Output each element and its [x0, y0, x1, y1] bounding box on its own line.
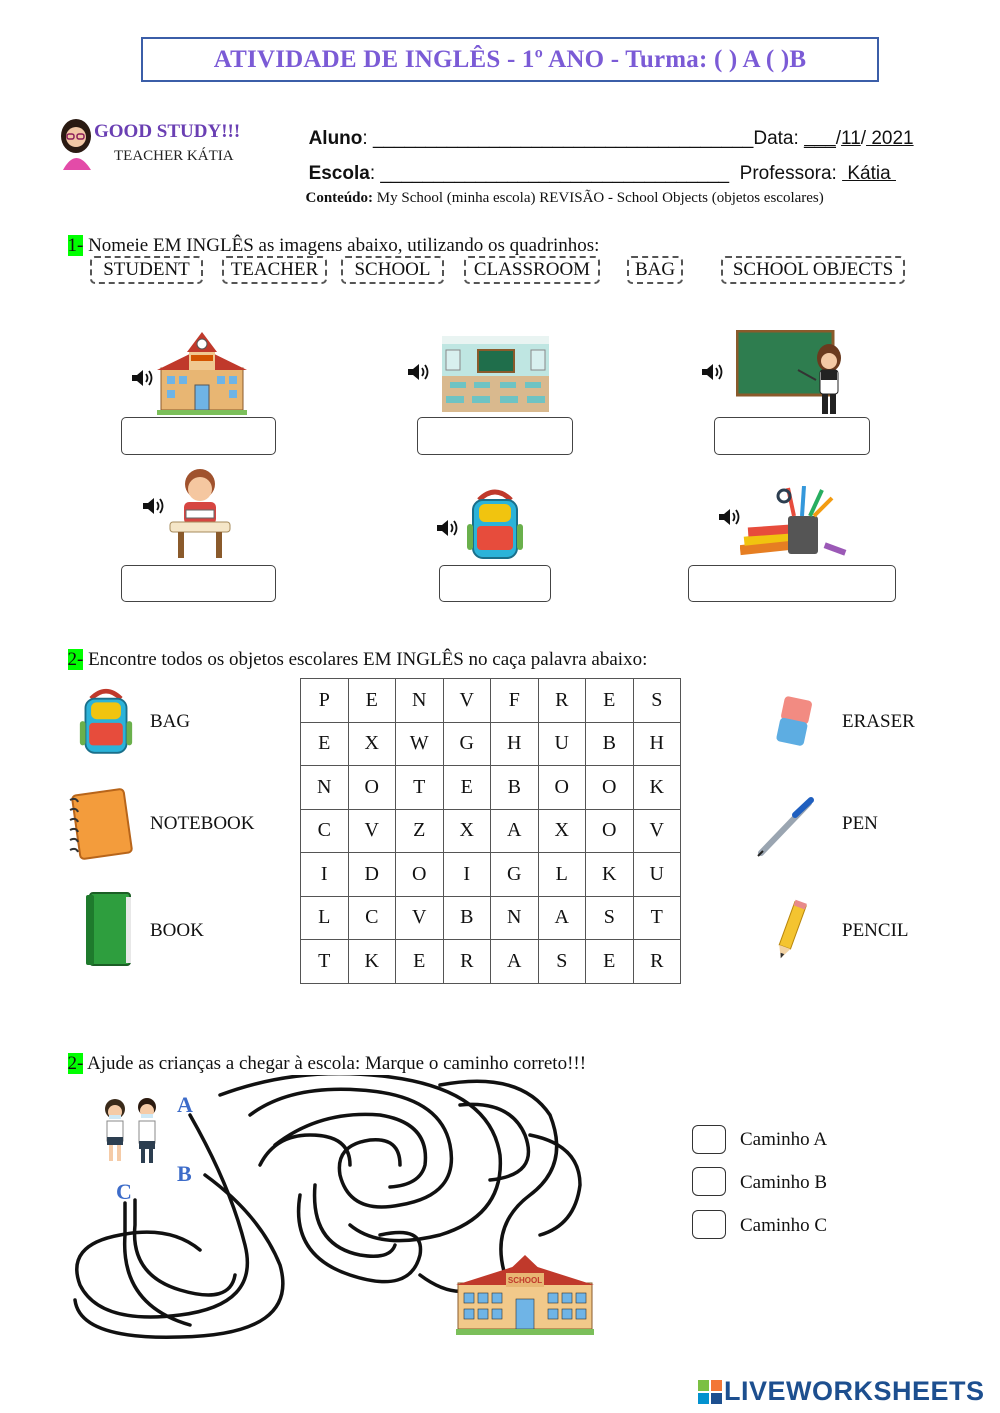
grid-cell[interactable]: E	[396, 940, 444, 984]
liveworksheets-logo-icon	[698, 1380, 722, 1404]
option-caminho-c: Caminho C	[740, 1215, 828, 1236]
grid-cell[interactable]: C	[301, 809, 349, 853]
grid-cell[interactable]: R	[443, 940, 491, 984]
question-2-number: 2-	[67, 649, 84, 670]
question-3	[58, 1031, 586, 1075]
grid-row	[301, 853, 681, 897]
grid-cell[interactable]: E	[348, 679, 396, 723]
grid-cell[interactable]: X	[348, 722, 396, 766]
backpack-icon	[465, 488, 525, 562]
path-label-a: A	[177, 1092, 193, 1117]
grid-cell[interactable]: E	[586, 679, 634, 723]
grid-cell[interactable]: W	[396, 722, 444, 766]
worksheet-title-text: ATIVIDADE DE INGLÊS - 1º ANO - Turma: ( ) A ( )B	[213, 45, 807, 73]
grid-cell[interactable]: T	[633, 896, 681, 940]
grid-cell[interactable]: V	[443, 679, 491, 723]
option-caminho-a: Caminho A	[740, 1129, 828, 1150]
question-1-number: 1-	[67, 235, 84, 256]
grid-cell[interactable]: V	[348, 809, 396, 853]
question-2-text: Encontre todos os objetos escolares EM INGLÊS no caça palavra abaixo:	[83, 649, 648, 670]
word-classroom[interactable]: CLASSROOM	[464, 256, 600, 284]
speaker-icon[interactable]	[131, 368, 153, 388]
grid-cell[interactable]: G	[443, 722, 491, 766]
pencil-icon	[772, 898, 810, 962]
question-1-text: Nomeie EM INGLÊS as imagens abaixo, utilizando os quadrinhos:	[83, 235, 600, 256]
grid-row	[301, 679, 681, 723]
logo-line1: GOOD STUDY!!!	[94, 121, 241, 142]
grid-cell[interactable]: T	[301, 940, 349, 984]
answer-box-teacher[interactable]	[714, 417, 870, 455]
grid-cell[interactable]: E	[443, 766, 491, 810]
grid-row	[301, 766, 681, 810]
speaker-icon[interactable]	[436, 518, 458, 538]
data-sep: /	[835, 128, 842, 149]
data-sep2: /	[860, 128, 867, 149]
grid-cell[interactable]: N	[301, 766, 349, 810]
grid-cell[interactable]: O	[348, 766, 396, 810]
grid-cell[interactable]: E	[586, 940, 634, 984]
grid-cell[interactable]: C	[348, 896, 396, 940]
grid-cell[interactable]: H	[633, 722, 681, 766]
word-student[interactable]: STUDENT	[90, 256, 203, 284]
question-3-number: 2-	[67, 1053, 84, 1074]
grid-cell[interactable]: K	[348, 940, 396, 984]
aluno-label: Aluno	[308, 128, 363, 149]
item-pen-label: PEN	[842, 813, 878, 834]
school-building-icon	[157, 330, 247, 415]
path-label-b: B	[177, 1161, 192, 1186]
data-year: 2021	[866, 128, 914, 149]
grid-cell[interactable]: S	[586, 896, 634, 940]
data-month: 11	[841, 128, 861, 149]
escola-line[interactable]: : _________________________________	[369, 163, 730, 184]
word-bag[interactable]: BAG	[627, 256, 683, 284]
data-label: Data:	[753, 128, 805, 149]
grid-cell[interactable]: I	[301, 853, 349, 897]
grid-cell[interactable]: O	[538, 766, 586, 810]
grid-cell[interactable]: B	[586, 722, 634, 766]
professora-label: Professora:	[739, 163, 843, 184]
grid-cell[interactable]: X	[538, 809, 586, 853]
grid-cell[interactable]: K	[586, 853, 634, 897]
question-3-text: Ajude as crianças a chegar à escola: Marque o caminho correto!!!	[83, 1053, 587, 1074]
answer-box-school-objects[interactable]	[688, 565, 896, 602]
grid-cell[interactable]: S	[538, 940, 586, 984]
children-icon	[97, 1093, 169, 1165]
grid-row	[301, 896, 681, 940]
grid-cell[interactable]: U	[633, 853, 681, 897]
backpack-icon	[78, 687, 134, 757]
word-teacher[interactable]: TEACHER	[222, 256, 327, 284]
grid-row	[301, 722, 681, 766]
grid-cell[interactable]: R	[633, 940, 681, 984]
logo-line2: TEACHER KÁTIA	[114, 148, 234, 164]
speaker-icon[interactable]	[701, 362, 723, 382]
conteudo-row	[298, 173, 824, 207]
good-study-logo	[58, 118, 258, 178]
answer-box-classroom[interactable]	[417, 417, 573, 455]
answer-box-bag[interactable]	[439, 565, 551, 602]
speaker-icon[interactable]	[718, 507, 740, 527]
item-book-label: BOOK	[150, 920, 204, 941]
grid-cell[interactable]: L	[301, 896, 349, 940]
grid-cell[interactable]: O	[586, 809, 634, 853]
professora-value: Kátia	[842, 163, 896, 184]
grid-cell[interactable]: O	[586, 766, 634, 810]
grid-cell[interactable]: B	[491, 766, 539, 810]
liveworksheets-brand: LIVEWORKSHEETS	[724, 1376, 985, 1406]
grid-cell[interactable]: E	[301, 722, 349, 766]
checkbox-caminho-c[interactable]	[692, 1210, 726, 1239]
answer-box-school[interactable]	[121, 417, 276, 455]
pen-icon	[755, 797, 815, 859]
item-notebook-label: NOTEBOOK	[150, 813, 255, 834]
item-pencil-label: PENCIL	[842, 920, 909, 941]
grid-cell[interactable]: I	[443, 853, 491, 897]
book-icon	[84, 891, 134, 969]
answer-box-student[interactable]	[121, 565, 276, 602]
grid-cell[interactable]: T	[396, 766, 444, 810]
item-eraser-label: ERASER	[842, 711, 915, 732]
grid-cell[interactable]: L	[538, 853, 586, 897]
school-sign-text: SCHOOL	[507, 1276, 543, 1285]
grid-cell[interactable]: A	[538, 896, 586, 940]
checkbox-caminho-a[interactable]	[692, 1125, 726, 1154]
grid-row	[301, 809, 681, 853]
notebook-icon	[66, 788, 134, 860]
grid-cell[interactable]: N	[491, 896, 539, 940]
word-school[interactable]: SCHOOL	[341, 256, 444, 284]
teacher-avatar-icon	[58, 118, 98, 170]
grid-cell[interactable]: O	[396, 853, 444, 897]
grid-cell[interactable]: U	[538, 722, 586, 766]
grid-cell[interactable]: K	[633, 766, 681, 810]
word-school-objects[interactable]: SCHOOL OBJECTS	[721, 256, 905, 284]
question-2	[58, 627, 647, 671]
eraser-icon	[772, 694, 816, 750]
grid-cell[interactable]: A	[491, 809, 539, 853]
school-objects-icon	[740, 486, 850, 564]
grid-cell[interactable]: X	[443, 809, 491, 853]
aluno-line[interactable]: : ____________________________________	[362, 128, 754, 149]
grid-cell[interactable]: D	[348, 853, 396, 897]
checkbox-caminho-b[interactable]	[692, 1167, 726, 1196]
grid-cell[interactable]: S	[633, 679, 681, 723]
speaker-icon[interactable]	[407, 362, 429, 382]
grid-cell[interactable]: B	[443, 896, 491, 940]
teacher-board-icon	[736, 330, 848, 416]
grid-cell[interactable]: V	[396, 896, 444, 940]
grid-cell[interactable]: A	[491, 940, 539, 984]
word-search-grid	[300, 678, 681, 984]
question-1	[58, 213, 599, 257]
worksheet-title	[141, 37, 879, 82]
classroom-icon	[442, 336, 549, 412]
grid-cell[interactable]: N	[396, 679, 444, 723]
grid-row	[301, 940, 681, 984]
conteudo-label: Conteúdo:	[305, 190, 374, 206]
student-icon	[168, 466, 232, 566]
item-bag-label: BAG	[150, 711, 191, 732]
grid-cell[interactable]: V	[633, 809, 681, 853]
escola-label: Escola	[308, 163, 370, 184]
grid-cell[interactable]: Z	[396, 809, 444, 853]
grid-cell[interactable]: G	[491, 853, 539, 897]
grid-cell[interactable]: R	[538, 679, 586, 723]
speaker-icon[interactable]	[142, 496, 164, 516]
grid-cell[interactable]: F	[491, 679, 539, 723]
data-day[interactable]: ___	[804, 128, 836, 149]
conteudo-value: My School (minha escola) REVISÃO - School Objects (objetos escolares)	[373, 190, 824, 206]
grid-cell[interactable]: H	[491, 722, 539, 766]
option-caminho-b: Caminho B	[740, 1172, 828, 1193]
school-destination-icon	[456, 1253, 594, 1335]
path-label-c: C	[116, 1179, 132, 1204]
grid-cell[interactable]: P	[301, 679, 349, 723]
